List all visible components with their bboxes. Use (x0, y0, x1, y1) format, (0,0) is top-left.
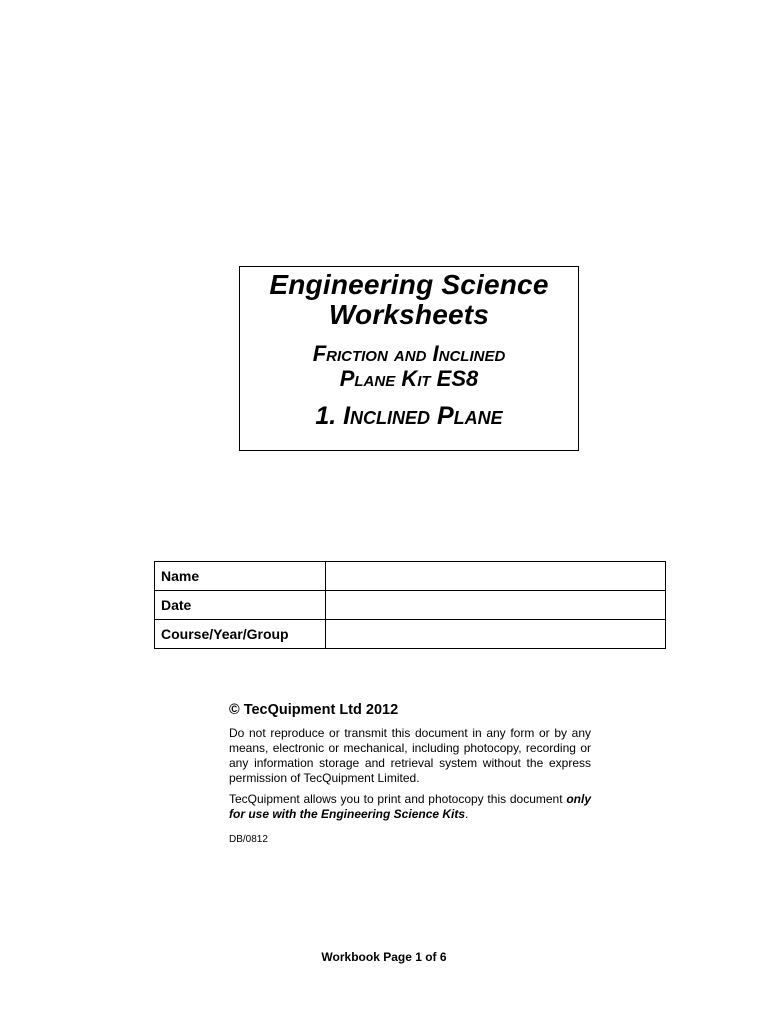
course-year-group-field[interactable] (326, 620, 666, 649)
permission-emphasis: only for use with the Engineering Science Kits (229, 792, 591, 821)
kit-title-line-1: Friction and Inclined (312, 341, 506, 366)
permission-end: . (465, 807, 469, 821)
page-footer: Workbook Page 1 of 6 (321, 950, 447, 964)
copyright-heading: © TecQuipment Ltd 2012 (229, 702, 399, 718)
date-label: Date (155, 591, 326, 620)
section-title: 1. Inclined Plane (315, 402, 503, 430)
course-year-group-label: Course/Year/Group (155, 620, 326, 649)
name-label: Name (155, 562, 326, 591)
table-row (155, 591, 666, 620)
copyright-paragraph: Do not reproduce or transmit this document in any form or by any means, electronic or mechanical, including photocopy, recording or any information storage and retrieval system without the express permission of TecQuipment Limited. (229, 726, 591, 785)
document-code: DB/0812 (229, 834, 268, 845)
permission-paragraph (229, 792, 591, 822)
student-info-table (154, 561, 666, 649)
document-title (240, 270, 578, 330)
date-field[interactable] (326, 591, 666, 620)
title-line-2: Worksheets (328, 299, 490, 330)
title-box (239, 266, 579, 451)
title-line-1: Engineering Science (269, 269, 549, 300)
copyright-notice (229, 702, 591, 845)
kit-title (240, 341, 578, 391)
permission-text: TecQuipment allows you to print and photocopy this document (229, 792, 567, 806)
table-row (155, 620, 666, 649)
table-row (155, 562, 666, 591)
name-field[interactable] (326, 562, 666, 591)
kit-title-line-2: Plane Kit ES8 (339, 366, 479, 391)
